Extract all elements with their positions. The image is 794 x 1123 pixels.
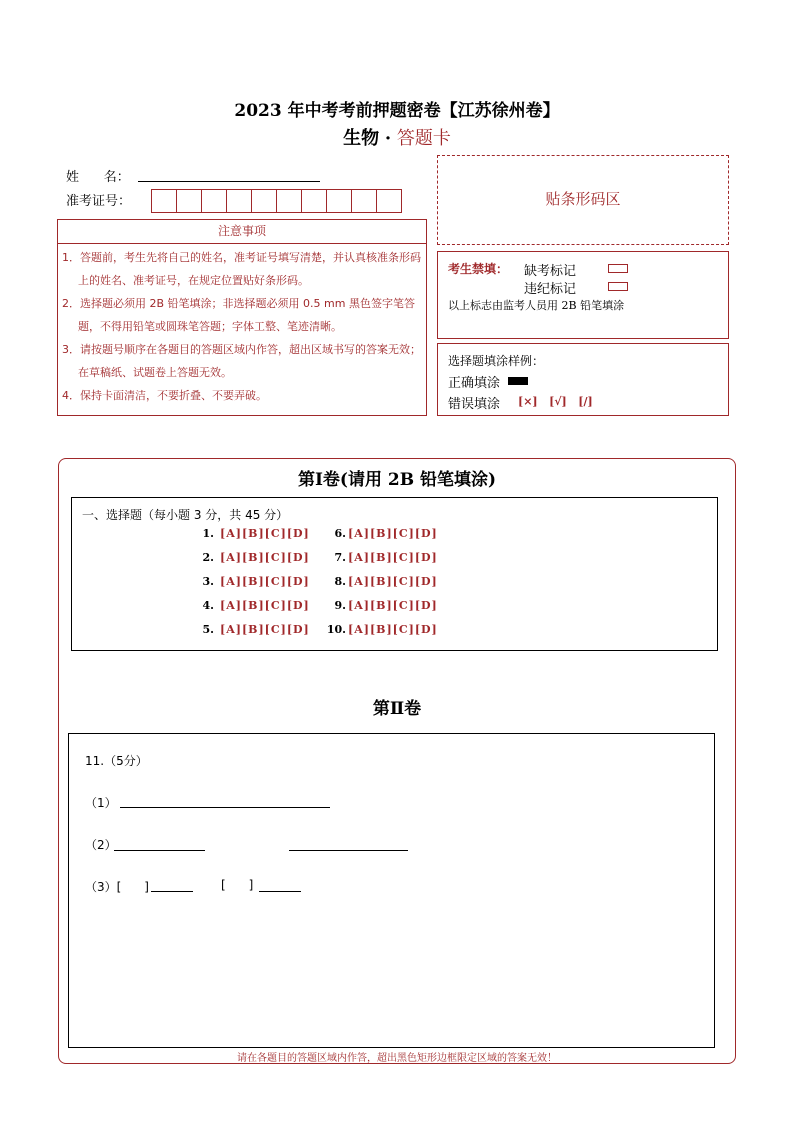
id-digit-cell[interactable] [226, 189, 252, 213]
id-number-grid[interactable] [151, 189, 401, 212]
q11-part3-blank-a[interactable] [151, 891, 193, 892]
subtitle-dot: · [384, 128, 392, 149]
mc-question-number: 4. [202, 599, 214, 612]
q11-part3-label: （3）[ ] [85, 880, 149, 894]
id-digit-cell[interactable] [351, 189, 377, 213]
mc-row [192, 618, 438, 642]
mc-options[interactable]: [A][B][C][D] [220, 527, 310, 540]
mc-row [192, 546, 438, 570]
wrong-fill-label: 错误填涂 [448, 397, 501, 412]
mc-options[interactable]: [A][B][C][D] [348, 527, 438, 540]
forbid-label: 考生禁填： [448, 262, 509, 276]
notice-item: 4．保持卡面清洁，不要折叠、不要弄破。 [62, 389, 267, 402]
mc-options[interactable]: [A][B][C][D] [348, 575, 438, 588]
id-digit-cell[interactable] [276, 189, 302, 213]
mc-heading: 一、选择题（每小题 3 分，共 45 分） [82, 508, 289, 522]
id-digit-cell[interactable] [251, 189, 277, 213]
mc-question-number: 7. [334, 551, 346, 564]
correct-fill-label: 正确填涂 [448, 376, 501, 391]
name-field[interactable] [138, 181, 320, 182]
page-title: 2023 年中考考前押题密卷【江苏徐州卷】 [234, 101, 560, 121]
mc-options[interactable]: [A][B][C][D] [220, 551, 310, 564]
correct-fill-mark [508, 377, 528, 385]
mc-question-number: 9. [334, 599, 346, 612]
mc-options[interactable]: [A][B][C][D] [220, 599, 310, 612]
q11-part1-blank[interactable] [120, 807, 330, 808]
mc-options[interactable]: [A][B][C][D] [348, 551, 438, 564]
id-digit-cell[interactable] [201, 189, 227, 213]
q11-part2-blank-a[interactable] [114, 850, 205, 851]
absent-mark-box[interactable] [608, 264, 628, 273]
mc-row [192, 570, 438, 594]
q11-part1-label: （1） [85, 796, 117, 810]
sample-heading: 选择题填涂样例： [448, 354, 545, 368]
q11-heading: 11.（5分） [85, 754, 148, 768]
subject-label: 生物 [343, 128, 380, 149]
name-label: 姓 名： [66, 170, 130, 185]
q11-part2-label: （2） [85, 838, 117, 852]
page-subtitle [0, 124, 794, 150]
mc-question-number: 1. [202, 527, 214, 540]
id-digit-cell[interactable] [151, 189, 177, 213]
section-1-title: 第Ⅰ卷(请用 2B 铅笔填涂) [297, 470, 497, 490]
q11-part3-blank-b[interactable] [259, 891, 301, 892]
mc-options[interactable]: [A][B][C][D] [348, 623, 438, 636]
id-digit-cell[interactable] [376, 189, 402, 213]
section-2-title: 第Ⅱ卷 [372, 699, 422, 719]
mc-question-number: 6. [334, 527, 346, 540]
forbid-note: 以上标志由监考人员用 2B 铅笔填涂 [448, 299, 625, 312]
id-digit-cell[interactable] [301, 189, 327, 213]
id-digit-cell[interactable] [176, 189, 202, 213]
question-11-box [68, 733, 715, 1048]
q11-part2-blank-b[interactable] [289, 850, 408, 851]
mc-question-number: 10. [326, 623, 346, 636]
mc-question-number: 3. [202, 575, 214, 588]
notice-heading: 注意事项 [58, 220, 426, 244]
mc-options[interactable]: [A][B][C][D] [220, 623, 310, 636]
notice-item: 3．请按题号顺序在各题目的答题区域内作答，超出区域书写的答案无效；在草稿纸、试题卷上答题无效。 [62, 343, 421, 379]
mc-options[interactable]: [A][B][C][D] [220, 575, 310, 588]
examinee-forbidden-box [437, 251, 729, 339]
multiple-choice-box [71, 497, 718, 651]
violation-mark-box[interactable] [608, 282, 628, 291]
notice-item: 2．选择题必须用 2B 铅笔填涂；非选择题必须用 0.5 mm 黑色签字笔答题，不得用铅笔或圆珠笔答题；字体工整、笔迹清晰。 [62, 297, 415, 333]
q11-part3-bracket-b: [ ] [221, 878, 254, 892]
mc-question-number: 2. [202, 551, 214, 564]
id-digit-cell[interactable] [326, 189, 352, 213]
mc-question-number: 8. [334, 575, 346, 588]
id-label: 准考证号： [66, 194, 132, 209]
notice-item: 1．答题前，考生先将自己的姓名，准考证号填写清楚，并认真核准条形码上的姓名、准考证号，在规定位置贴好条形码。 [62, 251, 421, 287]
answer-card-label: 答题卡 [396, 128, 451, 149]
barcode-area: 贴条形码区 [437, 155, 729, 245]
mc-row [192, 594, 438, 618]
mc-question-number: 5. [202, 623, 214, 636]
notice-box [57, 219, 427, 416]
fill-sample-box [437, 343, 729, 416]
absent-mark-label: 缺考标记 [524, 264, 577, 279]
violation-mark-label: 违纪标记 [524, 282, 577, 297]
wrong-fill-marks: [×] [√] [/] [518, 395, 593, 408]
mc-rows [192, 522, 438, 642]
mc-options[interactable]: [A][B][C][D] [348, 599, 438, 612]
footer-note: 请在各题目的答题区域内作答，超出黑色矩形边框限定区域的答案无效！ [237, 1053, 557, 1064]
mc-row [192, 522, 438, 546]
